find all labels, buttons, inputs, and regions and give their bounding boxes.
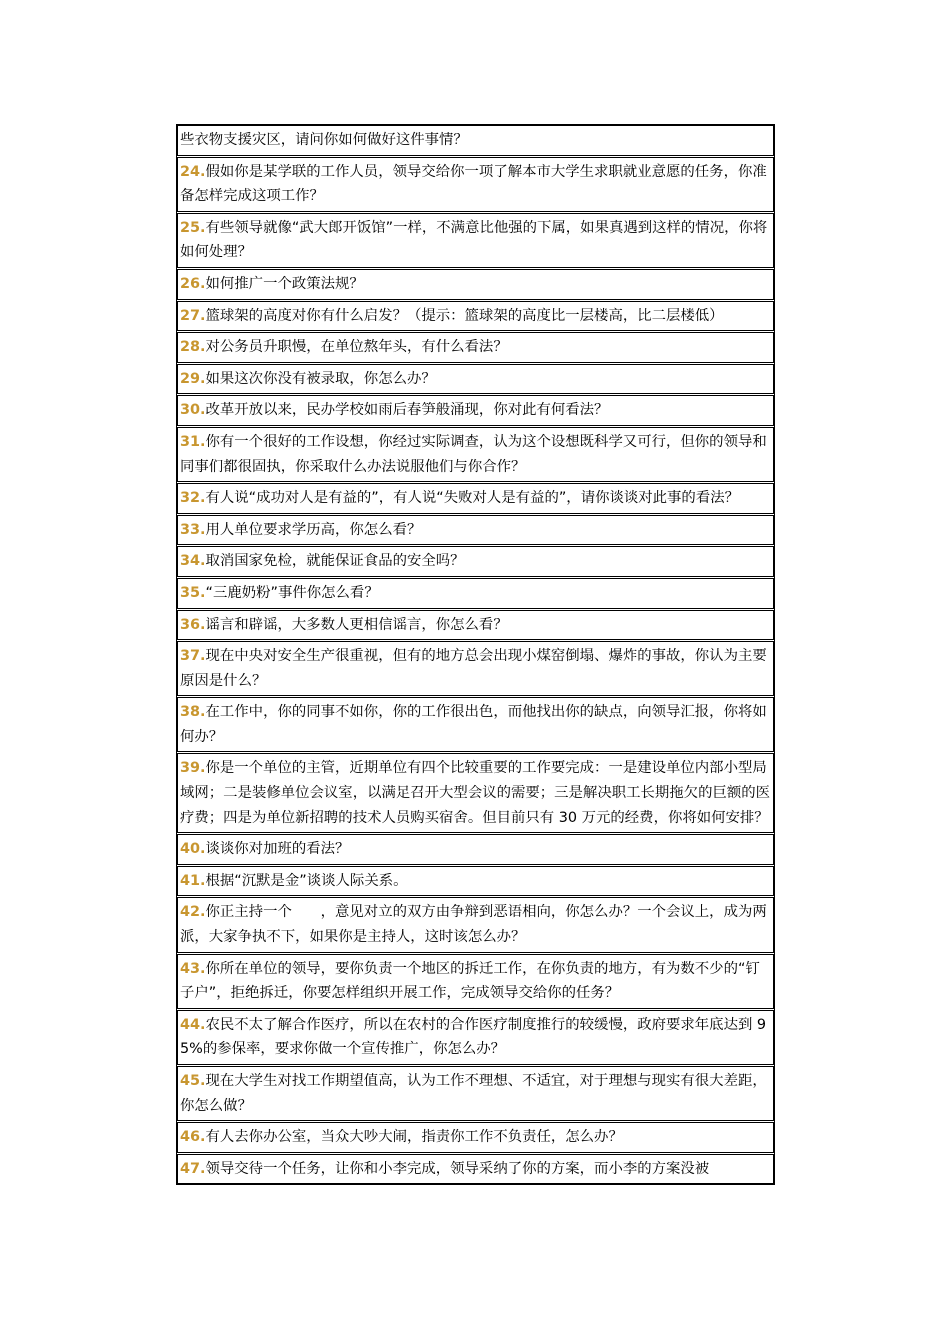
question-number: 47. <box>180 1160 206 1177</box>
question-number: 29. <box>180 370 206 387</box>
question-text: 有些领导就像“武大郎开饭馆”一样，不满意比他强的下属，如果真遇到这样的情况，你将如何处理？ <box>180 219 768 261</box>
question-number: 39. <box>180 760 206 777</box>
question-text: 农民不太了解合作医疗，所以在农村的合作医疗制度推行的较缓慢，政府要求年底达到 95%的参保率，要求你做一个宣传推广，你怎么办？ <box>180 1016 767 1058</box>
question-text: 现在中央对安全生产很重视，但有的地方总会出现小煤窑倒塌、爆炸的事故，你认为主要原因是什么？ <box>180 648 767 689</box>
question-row <box>177 125 774 156</box>
question-text: 有人去你办公室，当众大吵大闹，指责你工作不负责任，怎么办？ <box>205 1129 623 1146</box>
question-row <box>177 578 774 609</box>
question-text: 取消国家免检，就能保证食品的安全吗？ <box>205 553 465 570</box>
question-text: 你是一个单位的主管，近期单位有四个比较重要的工作要完成：一是建设单位内部小型局域网；二是装修单位会议室，以满足召开大型会议的需要；三是解决职工长期拖欠的巨额的医疗费；四是为单位新招聘的技术人员购买宿舍。但目前只有 30 万元的经费，你将如何安排？ <box>180 760 771 826</box>
question-row <box>177 753 774 833</box>
question-row <box>177 1010 774 1065</box>
question-number: 26. <box>180 275 206 292</box>
question-text: 些衣物支援灾区，请问你如何做好这件事情？ <box>180 132 468 148</box>
question-number: 40. <box>180 841 206 858</box>
question-row <box>177 866 774 897</box>
question-row <box>177 546 774 577</box>
question-row <box>177 427 774 482</box>
question-row <box>177 641 774 696</box>
question-text: 现在大学生对找工作期望值高，认为工作不理想、不适宜，对于理想与现实有很大差距，你怎么做？ <box>180 1073 767 1114</box>
question-row <box>177 301 774 332</box>
question-number: 33. <box>180 521 206 538</box>
question-text: 在工作中，你的同事不如你，你的工作很出色，而他找出你的缺点，向领导汇报，你将如何办？ <box>180 704 767 745</box>
question-number: 25. <box>180 219 206 236</box>
question-text: 有人说“成功对人是有益的”，有人说“失败对人是有益的”，请你谈谈对此事的看法？ <box>205 490 739 507</box>
question-text: 如何推广一个政策法规？ <box>205 275 364 292</box>
question-row <box>177 395 774 426</box>
question-text: 你所在单位的领导，要你负责一个地区的拆迁工作，在你负责的地方，有为数不少的“钉子户”，拒绝拆迁，你要怎样组织开展工作，完成领导交给你的任务？ <box>180 960 760 1002</box>
question-number: 31. <box>180 433 206 450</box>
question-text: 用人单位要求学历高，你怎么看？ <box>205 521 422 538</box>
question-row <box>177 269 774 300</box>
question-number: 37. <box>180 648 206 665</box>
question-row <box>177 834 774 865</box>
question-text: 谈谈你对加班的看法？ <box>205 841 350 858</box>
question-row <box>177 213 774 268</box>
question-number: 41. <box>180 872 206 889</box>
question-text: 领导交待一个任务，让你和小李完成，领导采纳了你的方案，而小李的方案没被 <box>205 1160 710 1177</box>
question-number: 46. <box>180 1129 206 1146</box>
question-row <box>177 697 774 752</box>
question-row <box>177 1066 774 1121</box>
question-text: 根据“沉默是金”谈谈人际关系。 <box>205 872 408 889</box>
question-number: 38. <box>180 704 206 721</box>
question-text: 对公务员升职慢，在单位熬年头，有什么看法？ <box>205 339 508 356</box>
question-row <box>177 515 774 546</box>
question-table <box>176 124 775 1185</box>
question-text: 改革开放以来，民办学校如雨后春笋般涌现，你对此有何看法？ <box>205 402 609 419</box>
question-number: 27. <box>180 307 206 324</box>
question-text: 你有一个很好的工作设想，你经过实际调查，认为这个设想既科学又可行，但你的领导和同事们都很固执，你采取什么办法说服他们与你合作？ <box>180 433 767 475</box>
question-number: 32. <box>180 490 206 507</box>
question-text: “三鹿奶粉”事件你怎么看？ <box>205 584 379 601</box>
question-row <box>177 954 774 1009</box>
question-text: 谣言和辟谣，大多数人更相信谣言，你怎么看？ <box>205 616 508 633</box>
question-row <box>177 897 774 952</box>
question-number: 30. <box>180 402 206 419</box>
question-text: 篮球架的高度对你有什么启发？（提示：篮球架的高度比一层楼高，比二层楼低） <box>205 307 724 324</box>
question-number: 42. <box>180 904 206 921</box>
question-number: 34. <box>180 553 206 570</box>
question-number: 35. <box>180 584 206 601</box>
question-text: 假如你是某学联的工作人员，领导交给你一项了解本市大学生求职就业意愿的任务，你准备怎样完成这项工作？ <box>180 163 767 205</box>
question-text: 如果这次你没有被录取，你怎么办？ <box>205 370 436 387</box>
question-row <box>177 332 774 363</box>
question-row <box>177 610 774 641</box>
question-number: 24. <box>180 163 206 180</box>
question-row <box>177 157 774 212</box>
question-number: 28. <box>180 339 206 356</box>
question-number: 44. <box>180 1016 206 1033</box>
question-number: 45. <box>180 1073 206 1089</box>
question-row <box>177 1122 774 1153</box>
question-row <box>177 364 774 395</box>
question-row <box>177 483 774 514</box>
question-number: 36. <box>180 616 206 633</box>
question-row <box>177 1154 774 1185</box>
question-text: 你正主持一个 ，意见对立的双方由争辩到恶语相向，你怎么办？一个会议上，成为两派，大家争执不下，如果你是主持人，这时该怎么办？ <box>180 904 767 946</box>
question-number: 43. <box>180 960 206 977</box>
